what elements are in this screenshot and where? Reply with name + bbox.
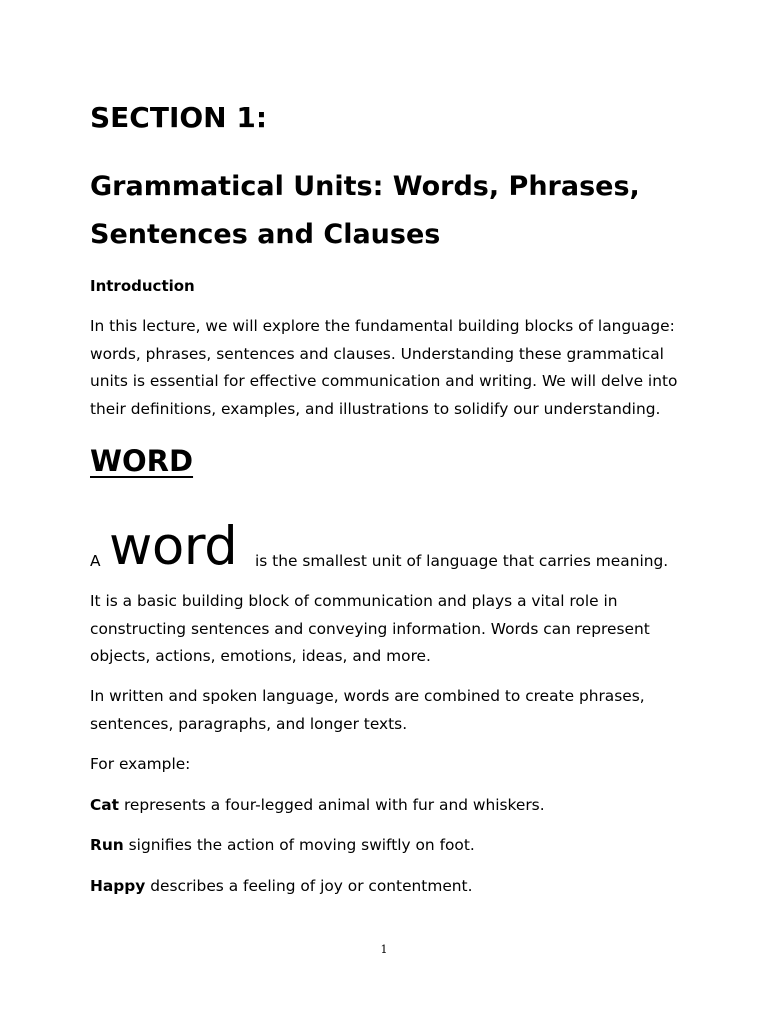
introduction-heading: Introduction [90,277,195,295]
word-section-heading: WORD [90,444,194,478]
definition-article: A [90,552,101,570]
example-item [90,873,472,901]
example-item [90,792,545,820]
paragraph-line: In written and spoken language, words are combined to create phrases, [90,687,645,705]
paragraph-line: sentences, paragraphs, and longer texts. [90,714,408,733]
introduction-paragraph [90,313,690,423]
paragraph-line: their definitions, examples, and illustrations to solidify our understanding. [90,399,661,418]
example-description: represents a four-legged animal with fur and whiskers. [119,796,545,814]
title-line: Grammatical Units: Words, Phrases, [90,171,640,202]
building-block-paragraph [90,588,690,671]
example-label: For example: [90,755,191,773]
paragraph-line: words, phrases, sentences and clauses. Understanding these grammatical [90,344,664,363]
section-label: SECTION 1: [90,101,268,134]
example-term: Happy [90,877,146,895]
title-line: Sentences and Clauses [90,219,441,250]
definition-big-word: word [109,516,238,577]
page-number: 1 [380,943,388,956]
example-term: Run [90,836,124,854]
paragraph-line: units is essential for effective communication and writing. We will delve into [90,372,678,390]
example-item [90,832,475,860]
paragraph-line: constructing sentences and conveying information. Words can represent [90,619,650,638]
paragraph-line: In this lecture, we will explore the fundamental building blocks of language: [90,317,675,335]
example-description: signifies the action of moving swiftly on foot. [123,836,475,854]
paragraph-line: objects, actions, emotions, ideas, and more. [90,647,431,665]
paragraph-line: It is a basic building block of communication and plays a vital role in [90,592,618,610]
page-title [90,163,640,259]
example-term: Cat [90,796,120,814]
written-spoken-paragraph [90,683,690,738]
definition-text: is the smallest unit of language that carries meaning. [255,552,669,570]
example-description: describes a feeling of joy or contentment. [145,877,473,895]
